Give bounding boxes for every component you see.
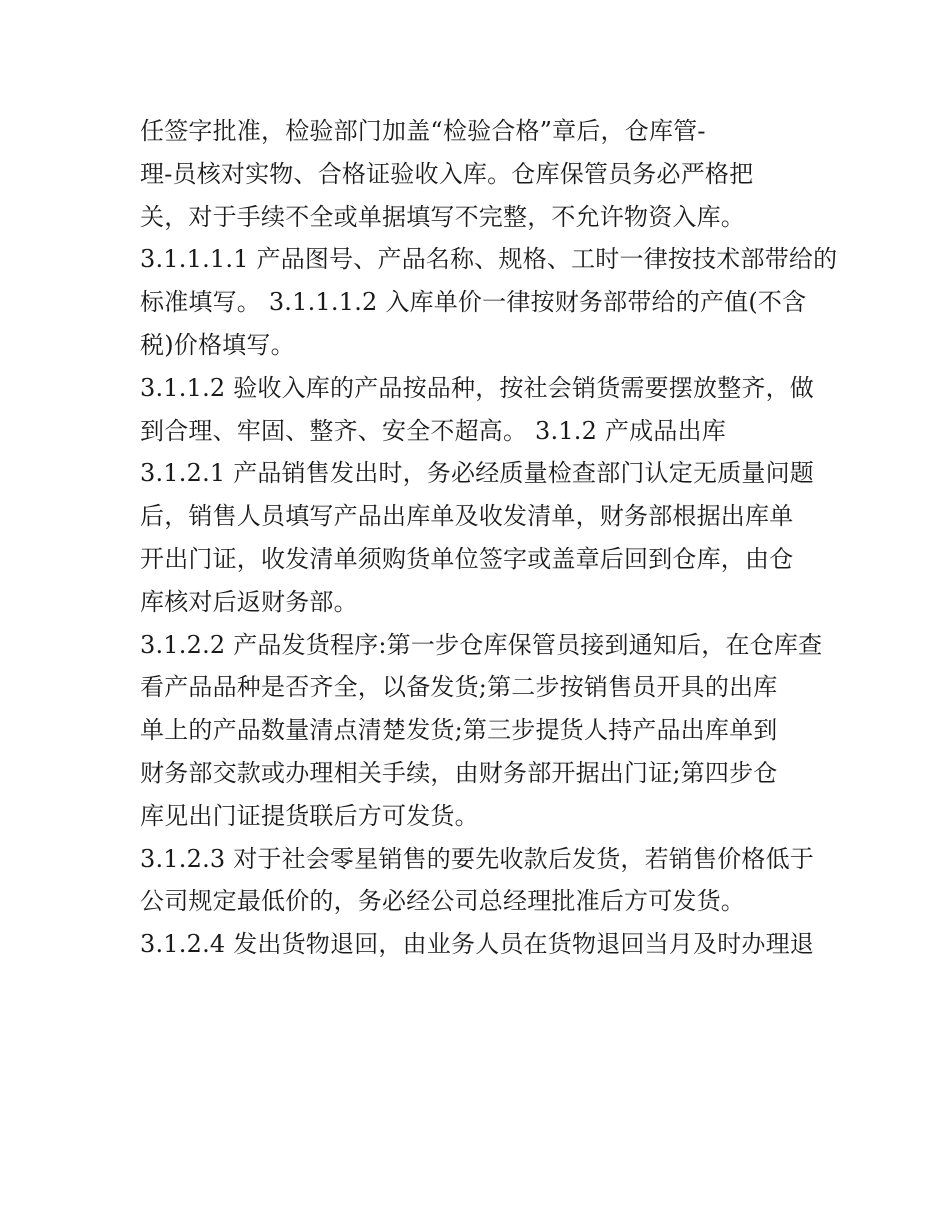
text-line: 财务部交款或办理相关手续，由财务部开据出门证;第四步仓 [140,758,778,787]
text-line: 关，对于手续不全或单据填写不完整，不允许物资入库。 [140,202,745,231]
text-line: 库核对后返财务部。 [140,587,358,616]
text-line: 标准填写。 3.1.1.1.2 入库单价一律按财务部带给的产值(不含 [140,288,807,317]
text-line: 税)价格填写。 [140,330,295,359]
text-line: 3.1.2.2 产品发货程序:第一步仓库保管员接到通知后，在仓库查 [140,630,823,659]
text-line: 3.1.1.1.1 产品图号、产品名称、规格、工时一律按技术部带给的 [140,245,838,274]
text-line: 理-员核对实物、合格证验收入库。仓库保管员务必严格把 [140,159,754,188]
text-line: 公司规定最低价的，务必经公司总经理批准后方可发货。 [140,887,745,916]
document-body [140,110,840,966]
text-line: 单上的产品数量清点清楚发货;第三步提货人持产品出库单到 [140,716,778,745]
text-line: 后，销售人员填写产品出库单及收发清单，财务部根据出库单 [140,502,794,531]
text-line: 3.1.1.2 验收入库的产品按品种，按社会销货需要摆放整齐，做 [140,373,814,402]
text-line: 看产品品种是否齐全，以备发货;第二步按销售员开具的出库 [140,673,778,702]
text-line: 3.1.2.4 发出货物退回，由业务人员在货物退回当月及时办理退 [140,930,814,959]
text-line: 3.1.2.3 对于社会零星销售的要先收款后发货，若销售价格低于 [140,844,814,873]
text-line: 3.1.2.1 产品销售发出时，务必经质量检查部门认定无质量问题 [140,459,814,488]
text-line: 任签字批准，检验部门加盖“检验合格”章后，仓库管- [140,117,706,145]
text-line: 到合理、牢固、整齐、安全不超高。 3.1.2 产成品出库 [140,416,726,445]
text-line: 库见出门证提货联后方可发货。 [140,801,479,830]
text-line: 开出门证，收发清单须购货单位签字或盖章后回到仓库，由仓 [140,544,794,573]
